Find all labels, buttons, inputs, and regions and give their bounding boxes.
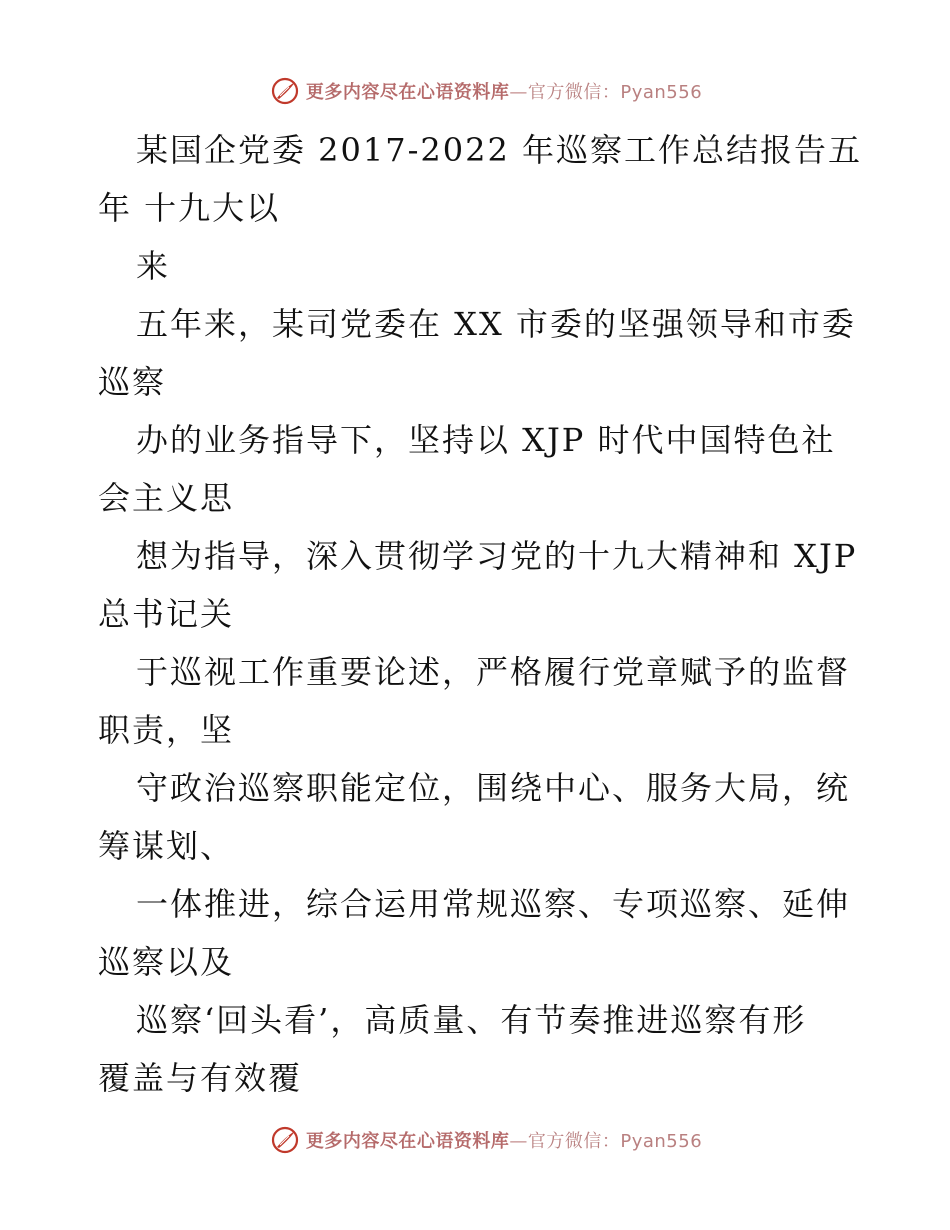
document-line: 想为指导，深入贯彻学习党的十九大精神和 XJP xyxy=(136,537,858,575)
document-body xyxy=(98,121,863,1107)
red-feather-logo-icon xyxy=(270,1125,300,1155)
header-banner xyxy=(0,71,950,111)
document-line: 筹谋划、 xyxy=(98,827,235,865)
header-banner-text xyxy=(306,78,702,104)
header-banner-dash: — xyxy=(509,82,528,103)
document-line: 年 十九大以 xyxy=(98,189,281,227)
document-line: 巡察 xyxy=(98,363,167,401)
document-line: 巡察以及 xyxy=(98,943,235,981)
document-line: 守政治巡察职能定位，围绕中心、服务大局，统 xyxy=(136,769,851,807)
footer-banner-main-text: 更多内容尽在心语资料库 xyxy=(305,1131,510,1152)
document-line: 一体推进，综合运用常规巡察、专项巡察、延伸 xyxy=(136,885,851,923)
document-line: 于巡视工作重要论述，严格履行党章赋予的监督 xyxy=(136,653,851,691)
document-line: 来 xyxy=(136,247,171,285)
footer-banner-wechat-label: 官方微信： xyxy=(527,1131,621,1152)
document-line: 总书记关 xyxy=(98,595,235,633)
document-line: 办的业务指导下，坚持以 XJP 时代中国特色社 xyxy=(136,421,836,459)
red-feather-logo-icon xyxy=(270,76,300,106)
footer-banner-inner xyxy=(270,1125,702,1155)
header-banner-wechat-label: 官方微信： xyxy=(527,82,621,103)
document-line: 巡察‘回头看’，高质量、有节奏推进巡察有形 xyxy=(136,1001,807,1039)
document-line: 覆盖与有效覆 xyxy=(98,1059,303,1097)
document-line: 某国企党委 2017-2022 年巡察工作总结报告五 xyxy=(136,131,863,169)
footer-banner-dash: — xyxy=(509,1131,528,1152)
document-line: 职责，坚 xyxy=(98,711,235,749)
header-banner-wechat-id: Pyan556 xyxy=(620,82,703,103)
header-banner-inner xyxy=(270,76,702,106)
header-banner-main-text: 更多内容尽在心语资料库 xyxy=(305,82,510,103)
document-line: 五年来，某司党委在 XX 市委的坚强领导和市委 xyxy=(136,305,856,343)
footer-banner xyxy=(0,1120,950,1160)
document-line: 会主义思 xyxy=(98,479,235,517)
footer-banner-wechat-id: Pyan556 xyxy=(620,1131,703,1152)
footer-banner-text xyxy=(306,1127,702,1153)
